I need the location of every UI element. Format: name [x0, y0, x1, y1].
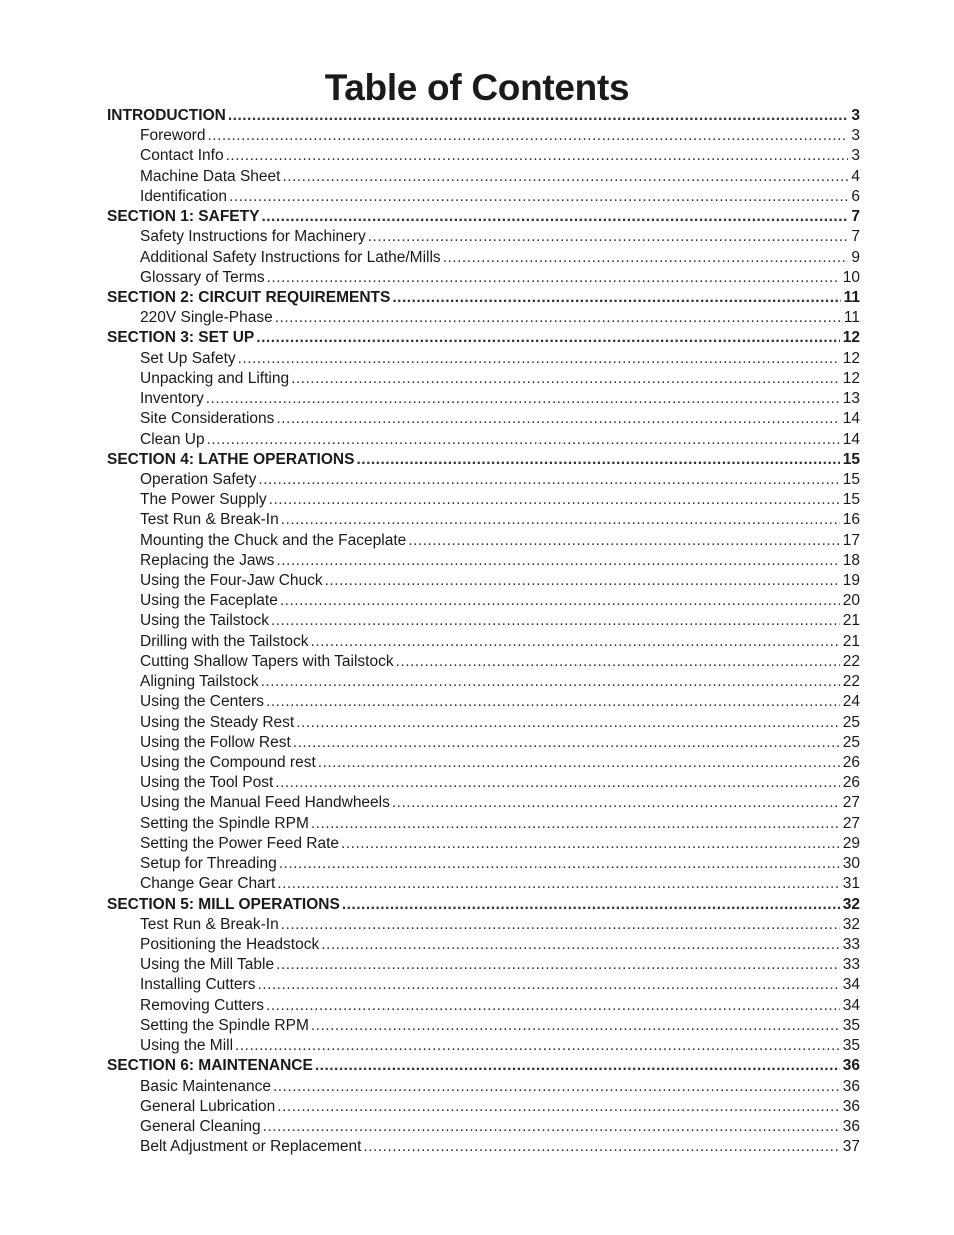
toc-page-number: 10	[842, 268, 860, 286]
toc-entry-label: Drilling with the Tailstock	[140, 632, 309, 650]
dot-leader	[271, 611, 840, 631]
dot-leader	[392, 288, 840, 308]
toc-entry-label: Using the Mill	[140, 1037, 234, 1055]
toc-subsection-entry[interactable]	[107, 753, 860, 773]
toc-entry-label: Site Considerations	[140, 410, 275, 428]
dot-leader	[226, 146, 849, 166]
toc-page-number: 19	[842, 572, 860, 590]
toc-subsection-entry[interactable]	[107, 268, 860, 288]
toc-page-number: 35	[842, 1016, 860, 1034]
dot-leader	[207, 126, 848, 146]
toc-subsection-entry[interactable]	[107, 733, 860, 753]
toc-entry-label: Using the Four-Jaw Chuck	[140, 572, 323, 590]
dot-leader	[443, 248, 849, 268]
toc-subsection-entry[interactable]	[107, 773, 860, 793]
toc-entry-label: Installing Cutters	[140, 976, 256, 994]
toc-page-number: 7	[851, 208, 860, 226]
toc-page-number: 29	[842, 834, 860, 852]
toc-subsection-entry[interactable]	[107, 167, 860, 187]
toc-subsection-entry[interactable]	[107, 1117, 860, 1137]
toc-section-entry[interactable]	[107, 106, 860, 126]
toc-section-entry[interactable]	[107, 288, 860, 308]
toc-page-number: 9	[851, 248, 860, 266]
toc-subsection-entry[interactable]	[107, 996, 860, 1016]
dot-leader	[408, 531, 839, 551]
toc-subsection-entry[interactable]	[107, 510, 860, 530]
toc-page-number: 34	[842, 976, 860, 994]
toc-subsection-entry[interactable]	[107, 591, 860, 611]
toc-entry-label: Using the Centers	[140, 693, 265, 711]
dot-leader	[266, 996, 840, 1016]
dot-leader	[342, 895, 840, 915]
toc-entry-label: Set Up Safety	[140, 349, 236, 367]
toc-page-number: 34	[842, 996, 860, 1014]
table-of-contents	[107, 106, 860, 1157]
dot-leader	[279, 854, 840, 874]
dot-leader	[229, 187, 848, 207]
toc-subsection-entry[interactable]	[107, 551, 860, 571]
toc-page-number: 21	[842, 612, 860, 630]
toc-subsection-entry[interactable]	[107, 1097, 860, 1117]
toc-page-number: 7	[851, 228, 860, 246]
toc-subsection-entry[interactable]	[107, 713, 860, 733]
toc-page-number: 14	[842, 430, 860, 448]
toc-entry-label: Identification	[140, 187, 228, 205]
toc-entry-label: Belt Adjustment or Replacement	[140, 1138, 362, 1156]
dot-leader	[293, 733, 840, 753]
toc-page-number: 20	[842, 592, 860, 610]
toc-entry-label: The Power Supply	[140, 491, 267, 509]
toc-entry-label: Using the Steady Rest	[140, 713, 295, 731]
toc-page-number: 12	[842, 349, 860, 367]
toc-subsection-entry[interactable]	[107, 187, 860, 207]
toc-page-number: 18	[842, 551, 860, 569]
toc-entry-label: INTRODUCTION	[107, 107, 226, 124]
toc-page-number: 11	[843, 309, 860, 327]
dot-leader	[275, 308, 841, 328]
toc-page-number: 17	[842, 531, 860, 549]
dot-leader	[363, 1137, 839, 1157]
toc-page-number: 12	[842, 329, 860, 347]
toc-page-number: 12	[842, 369, 860, 387]
toc-entry-label: General Cleaning	[140, 1117, 261, 1135]
dot-leader	[267, 268, 840, 288]
toc-page-number: 15	[842, 450, 860, 468]
toc-subsection-entry[interactable]	[107, 126, 860, 146]
toc-entry-label: Test Run & Break-In	[140, 915, 279, 933]
dot-leader	[276, 551, 839, 571]
toc-page-number: 22	[842, 673, 860, 691]
toc-subsection-entry[interactable]	[107, 652, 860, 672]
toc-subsection-entry[interactable]	[107, 955, 860, 975]
toc-subsection-entry[interactable]	[107, 672, 860, 692]
dot-leader	[276, 409, 839, 429]
toc-subsection-entry[interactable]	[107, 531, 860, 551]
toc-subsection-entry[interactable]	[107, 1077, 860, 1097]
toc-subsection-entry[interactable]	[107, 692, 860, 712]
toc-subsection-entry[interactable]	[107, 793, 860, 813]
dot-leader	[291, 369, 840, 389]
toc-entry-label: Using the Tool Post	[140, 774, 274, 792]
toc-section-entry[interactable]	[107, 1056, 860, 1076]
toc-subsection-entry[interactable]	[107, 1036, 860, 1056]
toc-page-number: 32	[842, 915, 860, 933]
toc-subsection-entry[interactable]	[107, 409, 860, 429]
toc-page-number: 3	[851, 107, 860, 124]
toc-subsection-entry[interactable]	[107, 430, 860, 450]
dot-leader	[281, 915, 840, 935]
toc-section-entry[interactable]	[107, 207, 860, 227]
page-title: Table of Contents	[324, 67, 630, 108]
dot-leader	[315, 1056, 840, 1076]
toc-page-number: 36	[842, 1077, 860, 1095]
toc-page-number: 24	[842, 693, 860, 711]
toc-page-number: 15	[842, 470, 860, 488]
toc-entry-label: SECTION 4: LATHE OPERATIONS	[107, 450, 355, 468]
toc-entry-label: Using the Follow Rest	[140, 733, 291, 751]
toc-subsection-entry[interactable]	[107, 814, 860, 834]
toc-entry-label: Machine Data Sheet	[140, 167, 281, 185]
dot-leader	[281, 510, 840, 530]
toc-entry-label: Unpacking and Lifting	[140, 369, 290, 387]
toc-entry-label: SECTION 1: SAFETY	[107, 208, 260, 226]
toc-subsection-entry[interactable]	[107, 935, 860, 955]
toc-entry-label: Using the Manual Feed Handwheels	[140, 794, 390, 812]
toc-subsection-entry[interactable]	[107, 834, 860, 854]
dot-leader	[356, 450, 839, 470]
toc-subsection-entry[interactable]	[107, 571, 860, 591]
toc-entry-label: Contact Info	[140, 147, 224, 165]
toc-entry-label: Setup for Threading	[140, 855, 277, 873]
toc-entry-label: Using the Mill Table	[140, 956, 275, 974]
dot-leader	[318, 753, 840, 773]
dot-leader	[276, 955, 840, 975]
dot-leader	[258, 470, 839, 490]
toc-page-number: 36	[842, 1097, 860, 1115]
toc-entry-label: Additional Safety Instructions for Lathe/Mills	[140, 248, 441, 266]
toc-entry-label: Operation Safety	[140, 470, 257, 488]
dot-leader	[392, 793, 840, 813]
toc-page-number: 32	[842, 895, 860, 913]
toc-page-number: 35	[842, 1037, 860, 1055]
toc-page-number: 21	[842, 632, 860, 650]
toc-page-number: 13	[842, 390, 860, 408]
toc-entry-label: SECTION 6: MAINTENANCE	[107, 1057, 313, 1075]
toc-entry-label: Glossary of Terms	[140, 268, 265, 286]
toc-section-entry[interactable]	[107, 895, 860, 915]
toc-entry-label: Removing Cutters	[140, 996, 265, 1014]
toc-entry-label: SECTION 2: CIRCUIT REQUIREMENTS	[107, 288, 391, 306]
toc-entry-label: SECTION 5: MILL OPERATIONS	[107, 895, 340, 913]
toc-entry-label: Foreword	[140, 127, 206, 145]
toc-subsection-entry[interactable]	[107, 369, 860, 389]
toc-page-number: 33	[842, 935, 860, 953]
toc-page-number: 36	[842, 1057, 860, 1075]
toc-subsection-entry[interactable]	[107, 611, 860, 631]
toc-page-number: 27	[842, 814, 860, 832]
toc-page-number: 14	[842, 410, 860, 428]
dot-leader	[269, 490, 840, 510]
toc-subsection-entry[interactable]	[107, 854, 860, 874]
dot-leader	[263, 1117, 840, 1137]
dot-leader	[228, 106, 849, 126]
toc-page-number: 3	[851, 147, 860, 165]
dot-leader	[256, 328, 839, 348]
toc-entry-label: General Lubrication	[140, 1097, 276, 1115]
dot-leader	[396, 652, 840, 672]
dot-leader	[207, 430, 840, 450]
toc-entry-label: Positioning the Headstock	[140, 935, 320, 953]
toc-subsection-entry[interactable]	[107, 490, 860, 510]
toc-entry-label: Cutting Shallow Tapers with Tailstock	[140, 652, 394, 670]
toc-entry-label: Basic Maintenance	[140, 1077, 271, 1095]
toc-entry-label: SECTION 3: SET UP	[107, 329, 255, 347]
toc-entry-label: Using the Tailstock	[140, 612, 269, 630]
toc-subsection-entry[interactable]	[107, 349, 860, 369]
toc-entry-label: Using the Compound rest	[140, 754, 316, 771]
toc-entry-label: Change Gear Chart	[140, 875, 276, 893]
toc-subsection-entry[interactable]	[107, 248, 860, 268]
toc-page-number: 36	[842, 1117, 860, 1135]
toc-subsection-entry[interactable]	[107, 632, 860, 652]
toc-page-number: 27	[842, 794, 860, 812]
toc-subsection-entry[interactable]	[107, 975, 860, 995]
toc-page-number: 37	[842, 1138, 860, 1156]
toc-subsection-entry[interactable]	[107, 470, 860, 490]
toc-subsection-entry[interactable]	[107, 1016, 860, 1036]
toc-page-number: 22	[842, 652, 860, 670]
toc-section-entry[interactable]	[107, 450, 860, 470]
toc-subsection-entry[interactable]	[107, 915, 860, 935]
dot-leader	[311, 1016, 840, 1036]
dot-leader	[266, 692, 840, 712]
toc-page-number: 25	[842, 713, 860, 731]
toc-entry-label: Setting the Power Feed Rate	[140, 834, 340, 852]
toc-section-entry[interactable]	[107, 328, 860, 348]
toc-subsection-entry[interactable]	[107, 146, 860, 166]
dot-leader	[311, 814, 840, 834]
dot-leader	[206, 389, 840, 409]
toc-page-number: 3	[851, 127, 860, 145]
dot-leader	[273, 1077, 840, 1097]
toc-page-number: 6	[851, 187, 860, 205]
toc-entry-label: Using the Faceplate	[140, 592, 278, 610]
toc-page-number: 25	[842, 733, 860, 751]
toc-entry-label: Setting the Spindle RPM	[140, 814, 309, 832]
dot-leader	[257, 975, 839, 995]
toc-entry-label: Mounting the Chuck and the Faceplate	[140, 531, 407, 549]
dot-leader	[282, 167, 848, 187]
toc-entry-label: 220V Single-Phase	[140, 309, 273, 327]
toc-entry-label: Inventory	[140, 390, 204, 408]
dot-leader	[277, 874, 839, 894]
dot-leader	[311, 632, 840, 652]
toc-entry-label: Replacing the Jaws	[140, 551, 275, 569]
toc-entry-label: Safety Instructions for Machinery	[140, 228, 366, 246]
toc-entry-label: Aligning Tailstock	[140, 673, 259, 691]
dot-leader	[296, 713, 840, 733]
toc-subsection-entry[interactable]	[107, 308, 860, 328]
dot-leader	[321, 935, 840, 955]
toc-entry-label: Clean Up	[140, 430, 205, 448]
toc-page-number: 26	[842, 754, 860, 771]
dot-leader	[238, 349, 840, 369]
toc-page-number: 11	[843, 288, 860, 306]
dot-leader	[325, 571, 840, 591]
dot-leader	[261, 672, 840, 692]
toc-page-number: 4	[851, 167, 860, 185]
dot-leader	[261, 207, 848, 227]
dot-leader	[275, 773, 839, 793]
toc-subsection-entry[interactable]	[107, 389, 860, 409]
toc-page-number: 31	[842, 875, 860, 893]
dot-leader	[280, 591, 840, 611]
toc-page-number: 15	[842, 491, 860, 509]
toc-page-number: 33	[842, 956, 860, 974]
toc-entry-label: Setting the Spindle RPM	[140, 1016, 309, 1034]
toc-subsection-entry[interactable]	[107, 1137, 860, 1157]
toc-subsection-entry[interactable]	[107, 227, 860, 247]
dot-leader	[277, 1097, 839, 1117]
dot-leader	[341, 834, 840, 854]
dot-leader	[235, 1036, 840, 1056]
toc-page-number: 16	[842, 511, 860, 529]
toc-subsection-entry[interactable]	[107, 874, 860, 894]
toc-page-number: 30	[842, 855, 860, 873]
toc-page-number: 26	[842, 774, 860, 792]
toc-entry-label: Test Run & Break-In	[140, 511, 279, 529]
dot-leader	[368, 227, 849, 247]
